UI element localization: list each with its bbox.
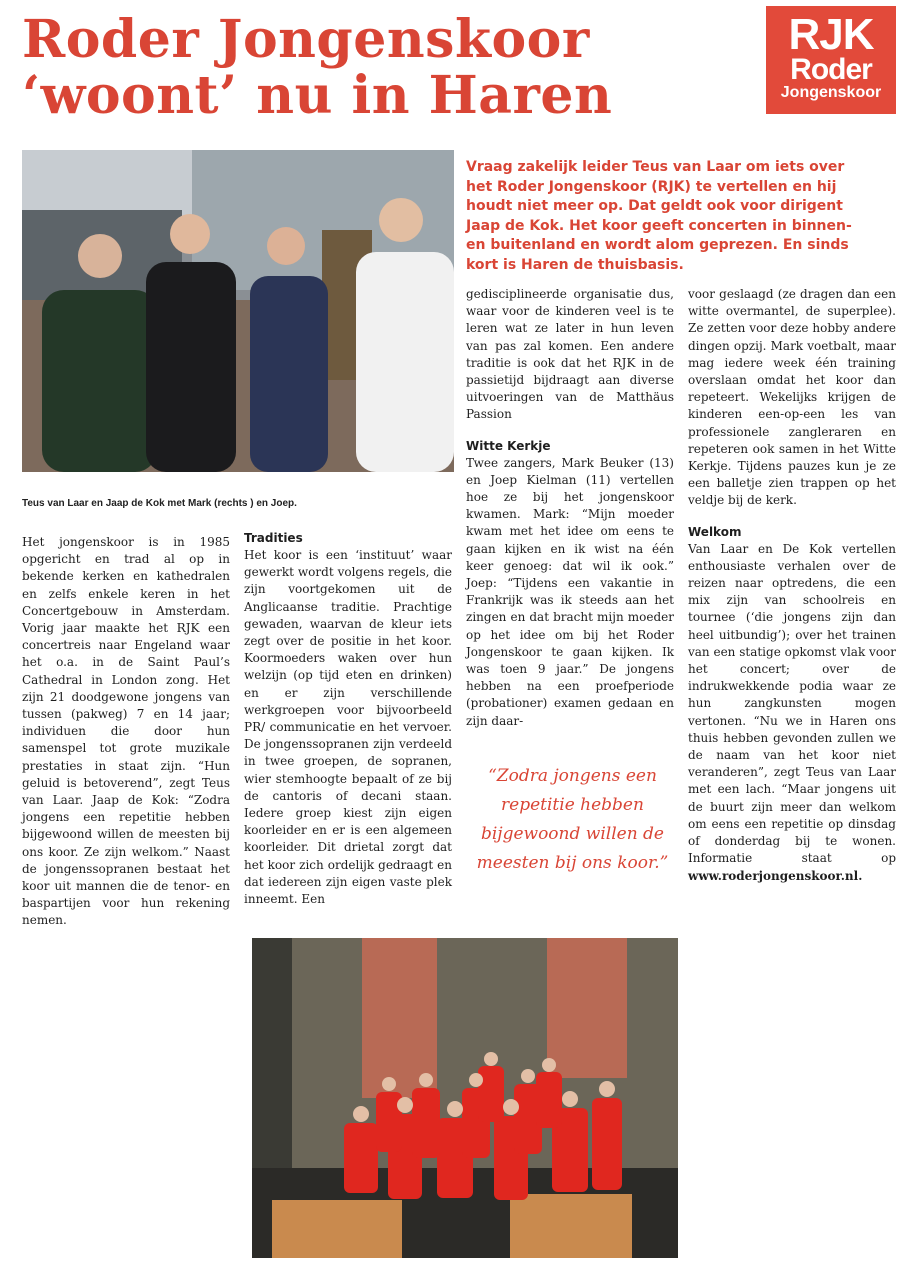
column-2-paragraph: Het koor is een ‘instituut’ waar gewerkt wordt volgens regels, die zijn voortgekomen uit de Anglicaanse traditie. Prachtige gewaden, waarvan de kleur iets zegt over de positie in het koor. Koormoeders waken over hun welzijn (op tijd eten en drinken) en er zijn verschillende werkgroepen voor bijvoorbeeld PR/ communicatie en het vervoer. De jongenssopranen zijn verdeeld in twee groepen, de sopranen, wier stemhoogte bepaalt of ze bij de cantoris of decani staan. Iedere groep kiest zijn eigen koorleider en er is een algemeen koorleider. Dit drietal zorgt dat het koor zich ordelijk gedraagt en dat iedereen zijn eigen vaste plek inneemt. Een (244, 548, 452, 907)
column-3-paragraph-2: Twee zangers, Mark Beuker (13) en Joep Kielman (11) vertellen hoe ze bij het jongenskoor kwamen. Mark: “Mijn moeder kwam met het idee om eens te gaan kijken en ik wist na één keer genoeg: dat wil ik ook.” Joep: “Tijdens een vakantie in Frankrijk was ik steeds aan het zingen en dat bracht mijn moeder op het idee om bij het Roder Jongenskoor te gaan kijken. Ik was toen 9 jaar.” De jongens hebben na een proefperiode (probationer) examen gedaan en zijn daar- (466, 455, 674, 728)
column-2 (244, 530, 452, 908)
column-1 (22, 534, 230, 930)
column-4-paragraph-2 (688, 541, 896, 885)
choir-photo (252, 938, 678, 1258)
headline-line-2: ‘woont’ nu in Haren (22, 65, 613, 127)
column-3 (466, 286, 674, 730)
logo-line-1: RJK (788, 10, 874, 59)
headline-line-1: Roder Jongenskoor (22, 9, 590, 70)
heading-witte-kerkje: Witte Kerkje (466, 438, 551, 453)
headline (22, 9, 742, 127)
column-1-paragraph: Het jongenskoor is in 1985 opgericht en trad al op in bekende kerken en kathedralen en zelfs enkele keren in het Concertgebouw in Amsterdam. Vorig jaar maakte het RJK een concertreis naar Engeland waar het o.a. in de Saint Paul’s Cathedral in London zong. Het zijn 21 doodgewone jongens van tussen (pakweg) 7 en 14 jaar; individuen die door hun samenspel tot grote muzikale prestaties in staat zijn. “Hun geluid is betoverend”, zegt Teus van Laar. Jaap de Kok: “Zodra jongens een repetitie hebben bijgewoond willen de meesten bij ons koor. Ze zijn welkom.” Naast de jongenssopranen bestaat het koor uit mannen die de tenor- en baspartijen voor hun rekening nemen. (22, 535, 230, 928)
column-3-paragraph-1: gedisciplineerde organisatie dus, waar voor de kinderen veel is te leren wat ze later in hun leven van pas zal komen. Een andere traditie is ook dat het RJK in de passietijd bijdraagt aan diverse uitvoeringen van de Matthäus Passion (466, 287, 674, 422)
website-url: www.roderjongenskoor.nl. (688, 868, 863, 883)
portrait-photo (22, 150, 454, 472)
heading-tradities: Tradities (244, 531, 303, 545)
logo-line-2: Roder (790, 53, 872, 86)
portrait-photo-illustration (22, 150, 454, 472)
rjk-logo (766, 6, 896, 114)
column-4-paragraph-2-text: Van Laar en De Kok vertellen enthousiaste verhalen over de reizen naar optredens, die een mix zijn van schoolreis en tournee (‘die jongens zijn dan heel uitbundig’); over het trainen van een statige opkomst vlak voor het concert; over de indrukwekkende podia waar ze hun zangkunsten mogen vertonen. “Nu we in Haren ons thuis hebben gevonden zullen we de naam van het koor niet veranderen”, zegt Teus van Laar met een lach. “Maar jongens uit de buurt zijn meer dan welkom om eens een repetitie op dinsdag of donderdag bij te wonen. Informatie staat op (688, 541, 897, 866)
choir-photo-illustration (252, 938, 678, 1258)
photo-caption: Teus van Laar en Jaap de Kok met Mark (rechts ) en Joep. (22, 498, 297, 509)
logo-line-3: Jongenskoor (780, 84, 882, 101)
heading-welkom: Welkom (688, 524, 742, 539)
column-4-paragraph-1: voor geslaagd (ze dragen dan een witte overmantel, de superplee). Ze zetten voor deze hobby andere dingen opzij. Mark voetbalt, maar mag iedere week één training overslaan omdat het koor dan repeteert. Wekelijks krijgen de kinderen een-op-een les van professionele zangleraren en repeteren ook samen in het Witte Kerkje. Tijdens pauzes kun je ze een balletje zien trappen op het veldje bij de kerk. (688, 287, 896, 508)
intro-text: Vraag zakelijk leider Teus van Laar om iets over het Roder Jongenskoor (RJK) te vertellen en hij houdt niet meer op. Dat geldt ook voor dirigent Jaap de Kok. Het koor geeft concerten in binnen- en buitenland en wordt alom geprezen. En sinds kort is Haren de thuisbasis. (466, 159, 852, 273)
pull-quote: “Zodra jongens een repetitie hebben bijgewoond willen de meesten bij ons koor.” (476, 766, 669, 873)
column-4 (688, 286, 896, 885)
